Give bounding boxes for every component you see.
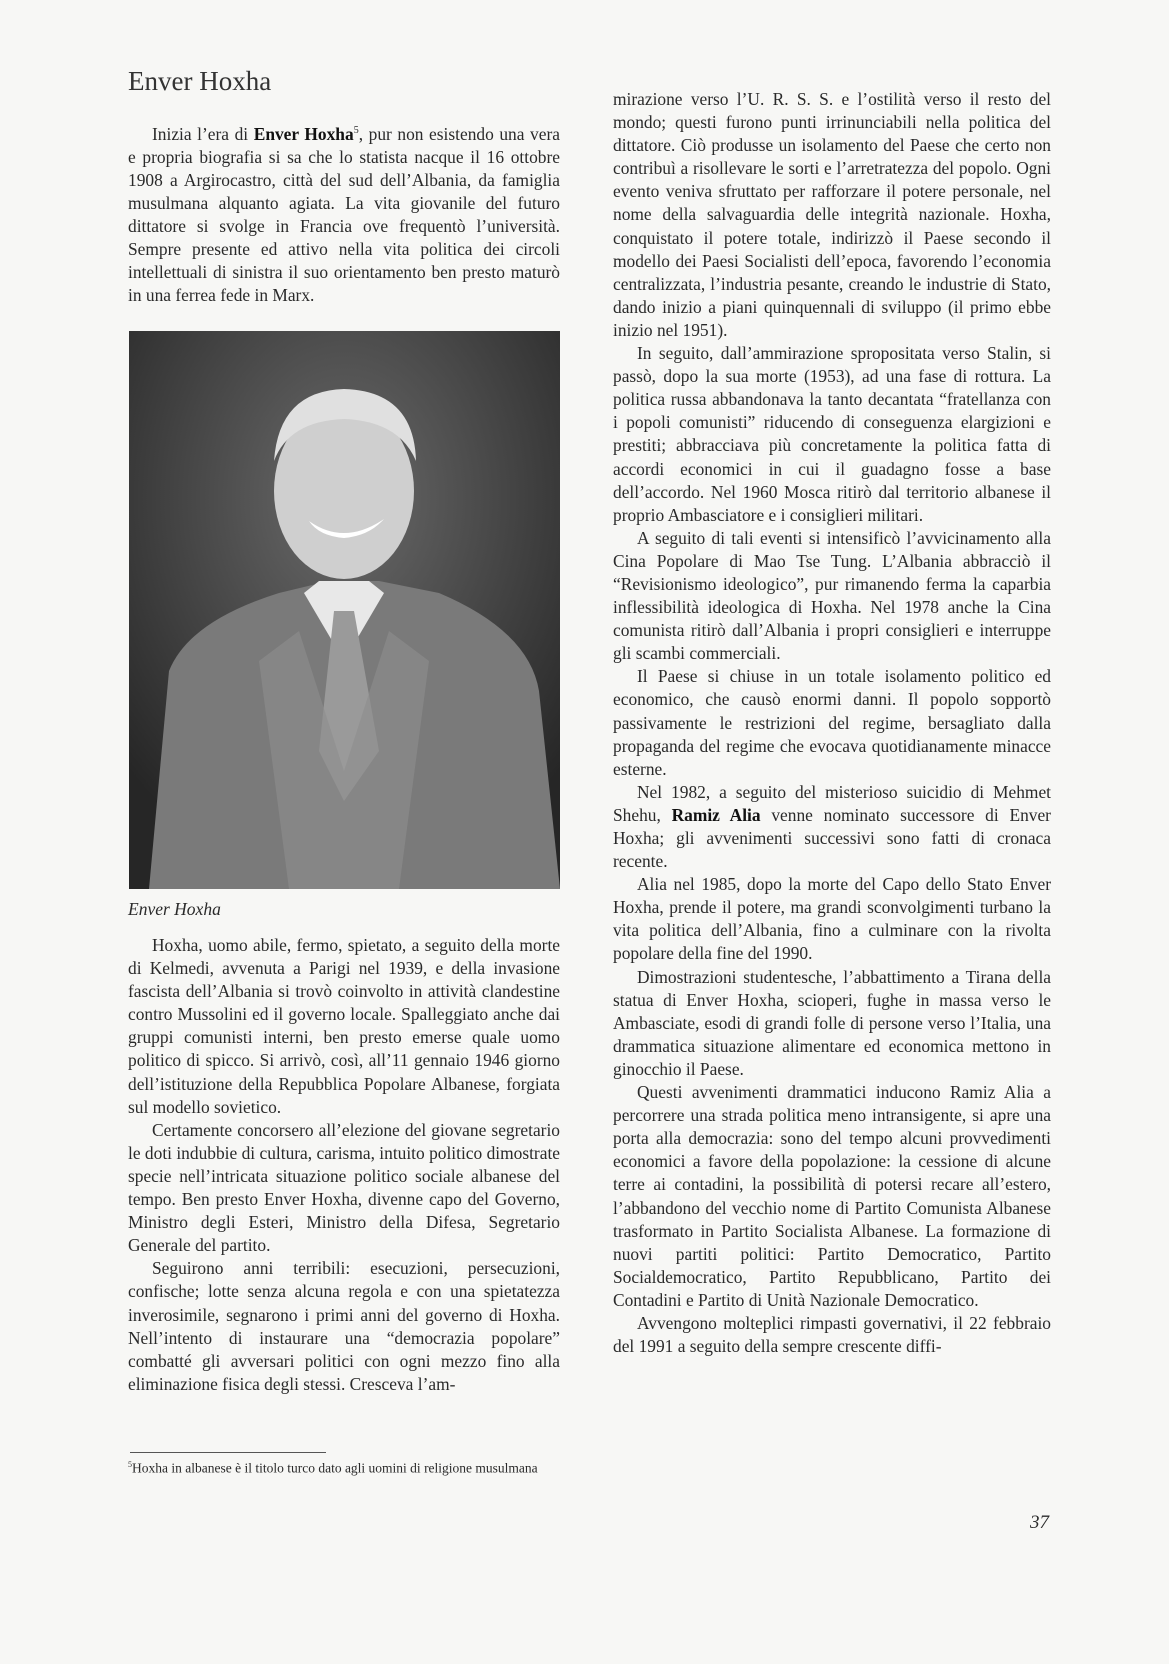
intro-column [128, 119, 560, 308]
footnote-ref: 5 [353, 125, 359, 136]
paragraph: mirazione verso l’U. R. S. S. e l’ostilità verso il resto del mondo; questi furono punti irrinunciabili nella politica del dittatore. Ciò produsse un isolamento del Paese che certo non contribuì a risollevare le sorti e l’arretratezza del popolo. Ogni evento veniva sfruttato per rafforzare il potere personale, nel nome della salvaguardia delle integrità nazionale. Hoxha, conquistato il potere totale, indirizzò il Paese secondo il modello dei Paesi Socialisti dell’epoca, favorendo l’economia centralizzata, l’industria pesante, creando le industrie di Stato, dando inizio a piani quinquennali di sviluppo (il primo ebbe inizio nel 1951). [613, 89, 1051, 340]
paragraph: Alia nel 1985, dopo la morte del Capo dello Stato Enver Hoxha, prende il potere, ma grandi sconvolgimenti turbano la vita politica dell’Albania, fino a culminare con la rivolta popolare della fine del 1990. [613, 874, 1051, 964]
page-number: 37 [1030, 1512, 1049, 1533]
paragraph: Dimostrazioni studentesche, l’abbattimento a Tirana della statua di Enver Hoxha, scioperi, fughe in massa verso le Ambasciate, esodi di grandi folle di persone verso l’Italia, una drammatica situazione alimentare ed economica mettono in ginocchio il Paese. [613, 966, 1051, 1079]
footnote-mark: 5 [128, 1460, 132, 1469]
text: Inizia l’era di [152, 123, 254, 144]
paragraph: A seguito di tali eventi si intensificò l’avvicinamento alla Cina Popolare di Mao Tse Tung. L’Albania abbracciò il “Revisionismo ideologico”, pur rimanendo ferma la caparbia inflessibilità ideologica di Hoxha. Nel 1978 anche la Cina comunista ritirò dall’Albania i propri consiglieri e interruppe gli scambi commerciali. [613, 527, 1051, 664]
paragraph [613, 781, 1051, 873]
right-column-body [613, 88, 1051, 1358]
paragraph: Hoxha, uomo abile, fermo, spietato, a seguito della morte di Kelmedi, avvenuta a Parigi nel 1939, e della invasione fascista dell’Albania si trovò coinvolto in attività clandestine contro Mussolini ed il governo locale. Spalleggiato anche dai gruppi comunisti interni, ben presto emerse quale uomo politico di spicco. Si arrivò, così, all’11 gennaio 1946 giorno dell’istituzione della Repubblica Popolare Albanese, forgiata sul modello sovietico. [128, 935, 560, 1117]
portrait-figure [129, 331, 560, 889]
bold-name: Enver Hoxha [253, 123, 354, 144]
paragraph: Il Paese si chiuse in un totale isolamento politico ed economico, che causò enormi danni. Il popolo sopportò passivamente le restrizioni del regime, bersagliato dalla propaganda del regime che evocava quotidianamente minacce esterne. [613, 666, 1051, 779]
text: venne nominato successore di Enver Hoxha; gli avvenimenti successivi sono fatti di cronaca recente. [613, 804, 1051, 872]
paragraph: In seguito, dall’ammirazione spropositata verso Stalin, si passò, dopo la sua morte (1953), ad una fase di rottura. La politica russa abbandonava la tanto decantata “fratellanza con i popoli comunisti” riducendo di conseguenza elargizioni e prestiti; abbracciava più concretamente la politica fatta di accordi economici in cui il guadagno fosse a base dell’accordo. Nel 1960 Mosca ritirò dal territorio albanese il proprio Ambasciatore e i consiglieri militari. [613, 343, 1051, 525]
paragraph: Questi avvenimenti drammatici inducono Ramiz Alia a percorrere una strada politica meno intransigente, si apre una porta alla democrazia: sono del tempo alcuni provvedimenti economici a favore della popolazione: la cessione di alcune terre ai contadini, la possibilità di potersi recare all’estero, l’abbandono del vecchio nome di Partito Comunista Albanese trasformato in Partito Socialista Albanese. La formazione di nuovi partiti politici: Partito Democratico, Partito Socialdemocratico, Partito Repubblicano, Partito dei Contadini e Partito di Unità Nazionale Democratico. [613, 1082, 1051, 1310]
photo-caption: Enver Hoxha [128, 899, 221, 919]
paragraph: Seguirono anni terribili: esecuzioni, persecuzioni, confische; lotte senza alcuna regola e con una spietatezza inverosimile, segnarono i primi anni del governo di Hoxha. Nell’intento di instaurare una “democrazia popolare” combatté gli avversari politici con ogni mezzo fino alla eliminazione fisica degli stessi. Cresceva l’am- [128, 1258, 560, 1394]
paragraph: Avvengono molteplici rimpasti governativi, il 22 febbraio del 1991 a seguito della sempre crescente diffi- [613, 1312, 1051, 1357]
footnote [128, 1460, 538, 1477]
portrait-photo [129, 331, 560, 889]
paragraph: Certamente concorsero all’elezione del giovane segretario le doti indubbie di cultura, carisma, intuito politico dimostrate specie nell’intricata situazione politico sociale albanese del tempo. Ben presto Enver Hoxha, divenne capo del Governo, Ministro degli Esteri, Ministro della Difesa, Segretario Generale del partito. [128, 1119, 560, 1256]
article-title: Enver Hoxha [128, 66, 272, 96]
text: , pur non esistendo una vera e propria biografia si sa che lo statista nacque il 16 ottobre 1908 a Argirocastro, città del sud dell’Albania, da famiglia musulmana alquanto agiata. La vita giovanile del futuro dittatore si svolge in Francia ove frequentò l’università. Sempre presente ed attivo nella vita politica dei circoli intellettuali di sinistra il suo orientamento ben presto maturò in una ferrea fede in Marx. [128, 123, 560, 306]
footnote-divider [130, 1452, 326, 1453]
text: Nel 1982, a seguito del misterioso suicidio di Mehmet Shehu, [613, 781, 1051, 825]
left-column-body [128, 934, 560, 1396]
intro-paragraph [128, 119, 560, 308]
bold-name: Ramiz Alia [671, 804, 761, 825]
footnote-text: Hoxha in albanese è il titolo turco dato agli uomini di religione musulmana [132, 1460, 538, 1476]
